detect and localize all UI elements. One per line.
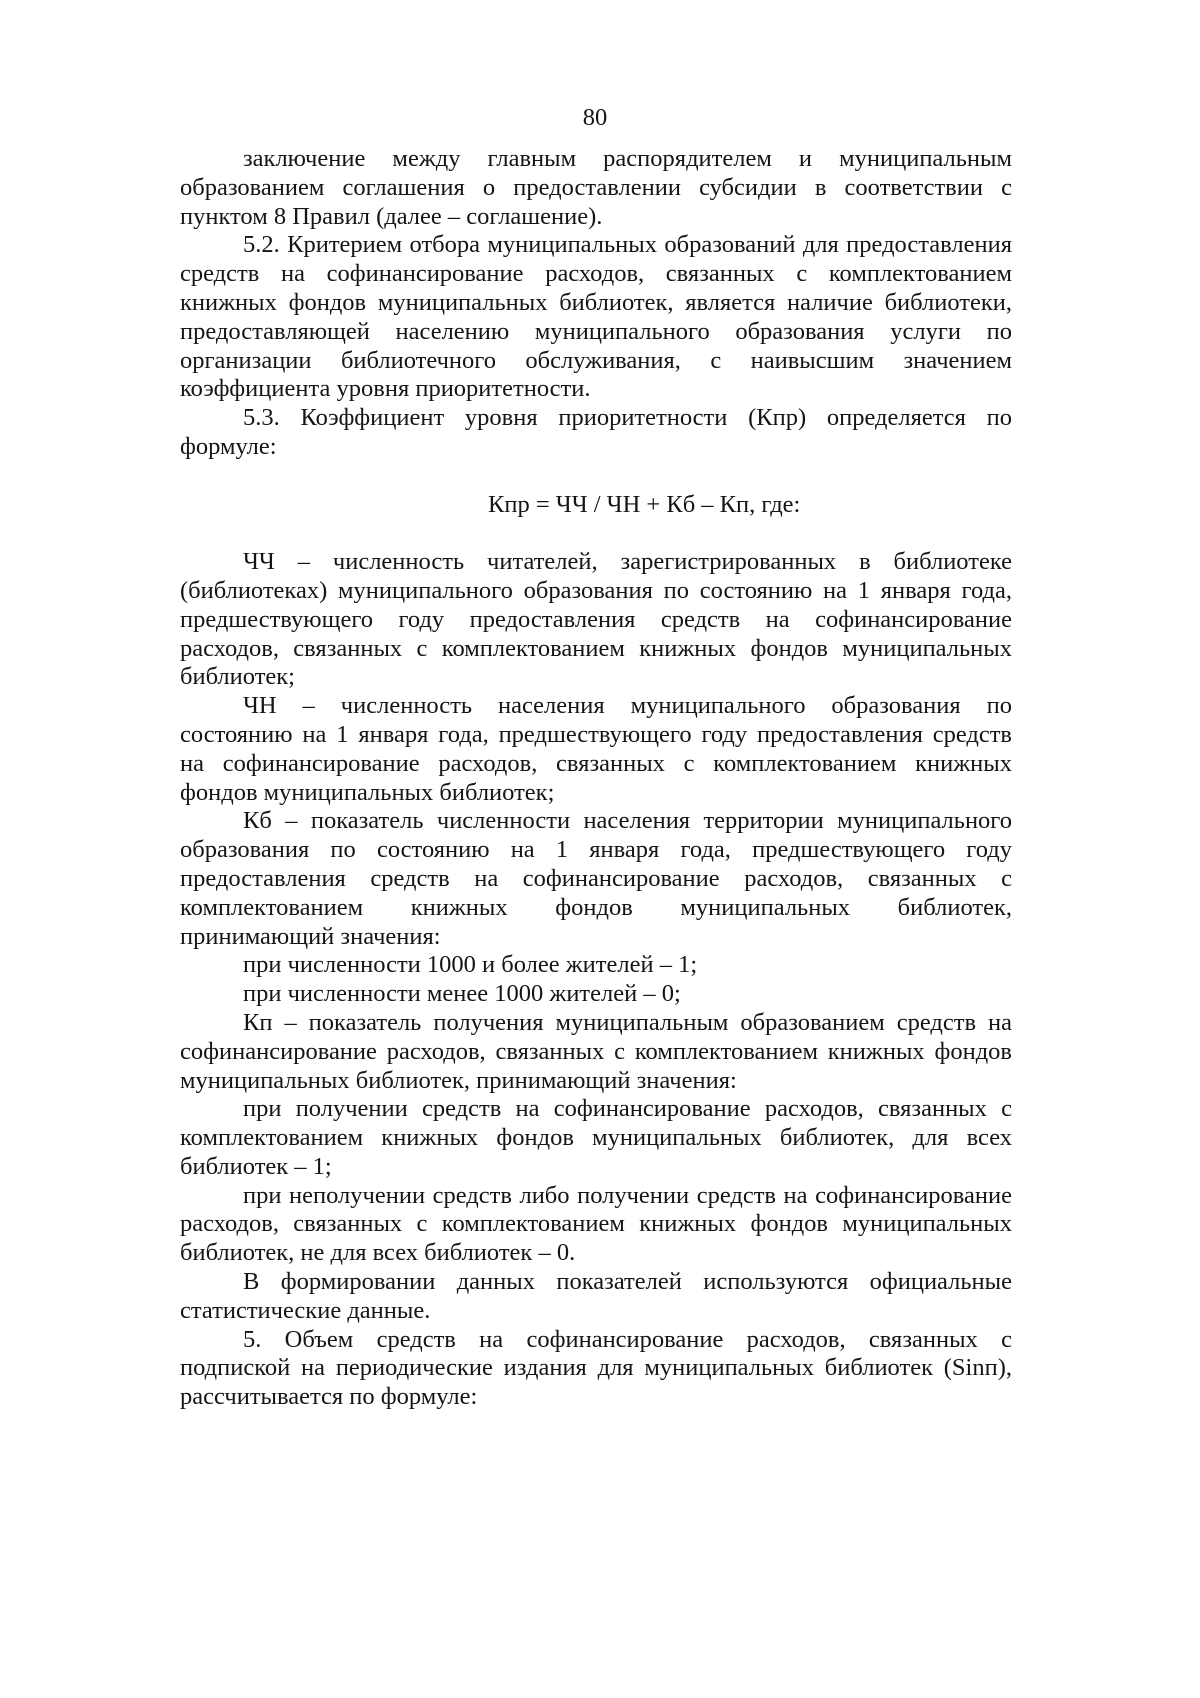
paragraph-line: фондов муниципальных библиотек; bbox=[180, 778, 555, 806]
paragraph-line: заключение между главным распорядителем и муниципальным bbox=[243, 145, 1012, 172]
paragraph-line: 5.2. Критерием отбора муниципальных образований для предоставления bbox=[243, 231, 1012, 259]
paragraph-line: ЧЧ – численность читателей, зарегистрированных в библиотеке bbox=[243, 548, 1012, 576]
paragraph-line: 5.3. Коэффициент уровня приоритетности (Кпр) определяется по bbox=[243, 404, 1012, 432]
paragraph-line: на софинансирование расходов, связанных с комплектованием книжных bbox=[180, 749, 1012, 777]
paragraph-line: при неполучении средств либо получении средств на софинансирование bbox=[243, 1181, 1012, 1209]
definition-chn bbox=[180, 692, 1012, 807]
paragraph-line: Кб – показатель численности населения территории муниципального bbox=[243, 807, 1012, 835]
spacer bbox=[180, 462, 1012, 491]
kb-values bbox=[180, 951, 1012, 1009]
paragraph-line: 5. Объем средств на софинансирование расходов, связанных с bbox=[243, 1325, 1012, 1353]
priority-coefficient-formula: Кпр = ЧЧ / ЧН + Кб – Кп, где: bbox=[488, 490, 801, 518]
definition-chch bbox=[180, 548, 1012, 692]
paragraph-agreement bbox=[180, 145, 1012, 231]
paragraph-statistics bbox=[180, 1268, 1012, 1326]
definition-kb bbox=[180, 807, 1012, 951]
paragraph-line: библиотек – 1; bbox=[180, 1152, 332, 1180]
paragraph-line: предоставляющей населению муниципального образования услуги по bbox=[180, 317, 1012, 345]
paragraph-line: подпиской на периодические издания для муниципальных библиотек (Sinп), bbox=[180, 1354, 1012, 1382]
paragraph-line: библиотек; bbox=[180, 663, 295, 691]
paragraph-line: комплектованием книжных фондов муниципальных библиотек, для всех bbox=[180, 1124, 1012, 1152]
paragraph-line: пунктом 8 Правил (далее – соглашение). bbox=[180, 202, 603, 230]
document-body bbox=[180, 145, 1012, 1412]
page-number: 80 bbox=[582, 104, 608, 131]
paragraph-line: предоставления средств на софинансирование расходов, связанных с bbox=[180, 864, 1012, 892]
paragraph-line: средств на софинансирование расходов, связанных с комплектованием bbox=[180, 260, 1012, 288]
paragraph-line: статистические данные. bbox=[180, 1296, 431, 1324]
paragraph-line: расходов, связанных с комплектованием книжных фондов муниципальных bbox=[180, 1210, 1012, 1238]
paragraph-line: образованием соглашения о предоставлении субсидии в соответствии с bbox=[180, 173, 1012, 201]
paragraph-line: принимающий значения: bbox=[180, 922, 441, 950]
definition-kp bbox=[180, 1009, 1012, 1095]
paragraph-line: В формировании данных показателей используются официальные bbox=[243, 1268, 1012, 1296]
kp-value-1 bbox=[180, 1095, 1012, 1181]
paragraph-line: рассчитывается по формуле: bbox=[180, 1383, 478, 1411]
paragraph-line: коэффициента уровня приоритетности. bbox=[180, 375, 591, 403]
paragraph-line: при численности 1000 и более жителей – 1; bbox=[243, 951, 698, 979]
paragraph-line: формуле: bbox=[180, 432, 277, 460]
kp-value-0 bbox=[180, 1182, 1012, 1268]
paragraph-line: книжных фондов муниципальных библиотек, является наличие библиотеки, bbox=[180, 288, 1012, 316]
paragraph-line: ЧН – численность населения муниципального образования по bbox=[243, 692, 1012, 720]
paragraph-line: образования по состоянию на 1 января года, предшествующего году bbox=[180, 836, 1012, 864]
paragraph-5-2 bbox=[180, 231, 1012, 404]
paragraph-line: комплектованием книжных фондов муниципальных библиотек, bbox=[180, 893, 1012, 921]
paragraph-line: (библиотеках) муниципального образования по состоянию на 1 января года, bbox=[180, 576, 1012, 604]
spacer bbox=[180, 519, 1012, 548]
paragraph-line: Кп – показатель получения муниципальным образованием средств на bbox=[243, 1008, 1012, 1036]
paragraph-line: муниципальных библиотек, принимающий значения: bbox=[180, 1066, 737, 1094]
paragraph-line: софинансирование расходов, связанных с комплектованием книжных фондов bbox=[180, 1037, 1012, 1065]
paragraph-line: состоянию на 1 января года, предшествующего году предоставления средств bbox=[180, 720, 1012, 748]
paragraph-line: библиотек, не для всех библиотек – 0. bbox=[180, 1239, 576, 1267]
paragraph-5-3 bbox=[180, 404, 1012, 462]
paragraph-line: предшествующего году предоставления средств на софинансирование bbox=[180, 605, 1012, 633]
paragraph-5 bbox=[180, 1326, 1012, 1412]
paragraph-line: при численности менее 1000 жителей – 0; bbox=[243, 980, 681, 1008]
paragraph-line: при получении средств на софинансирование расходов, связанных с bbox=[243, 1095, 1012, 1123]
paragraph-line: организации библиотечного обслуживания, с наивысшим значением bbox=[180, 346, 1012, 374]
paragraph-line: расходов, связанных с комплектованием книжных фондов муниципальных bbox=[180, 634, 1012, 662]
